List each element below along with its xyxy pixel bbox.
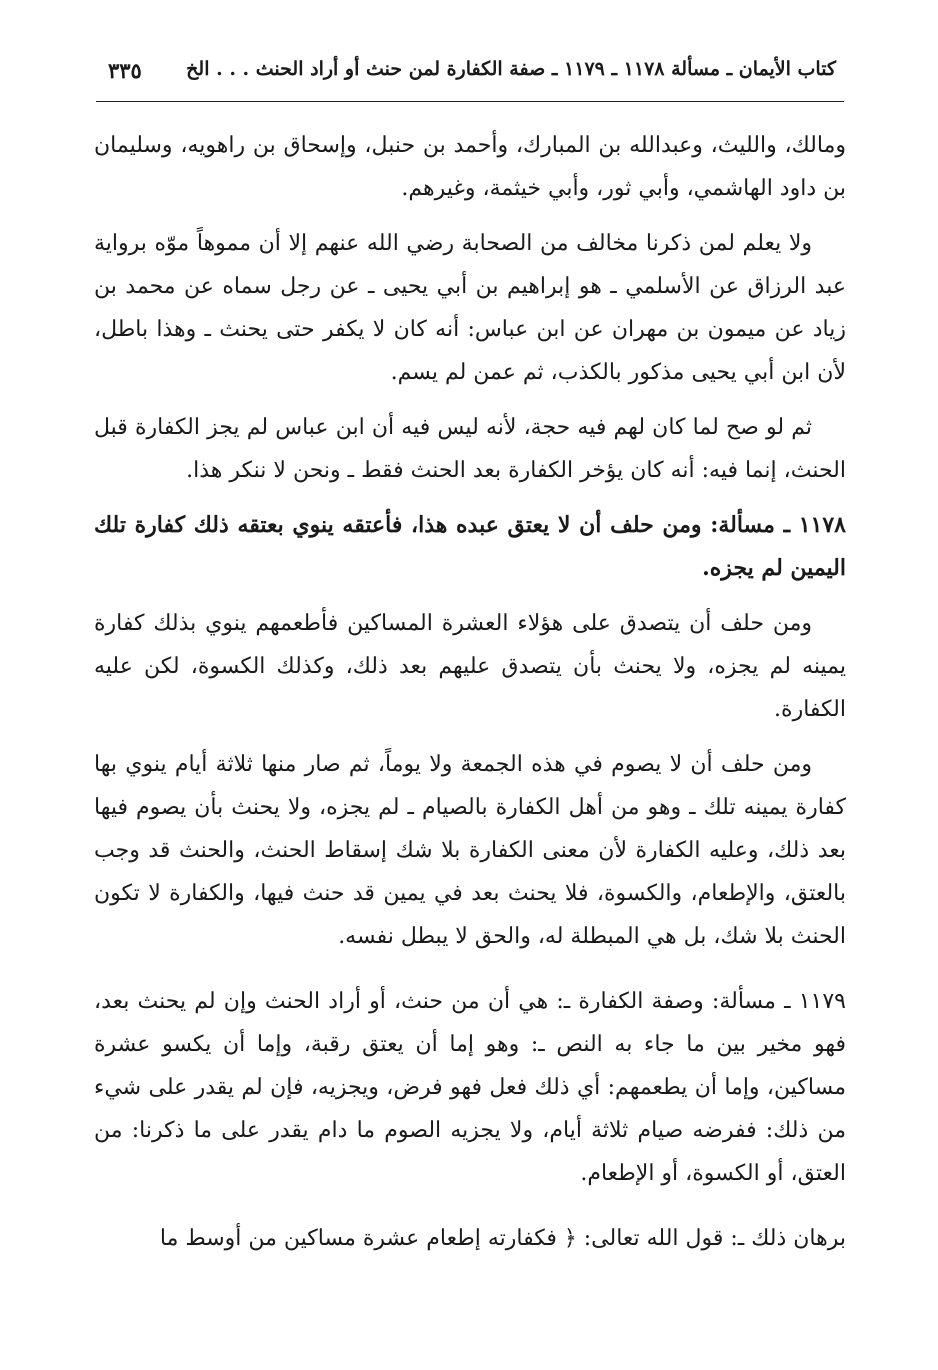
paragraph-proof: برهان ذلك ـ: قول الله تعالى: ﴿ فكفارته إطعام عشرة مساكين من أوسط ما <box>159 1226 846 1251</box>
header-divider <box>96 101 844 102</box>
paragraph-issue-1179: ١١٧٩ ـ مسألة: وصفة الكفارة ـ: هي أن من حنث، أو أراد الحنث وإن لم يحنث بعد، فهو مخير بين ما جاء به النص ـ: وهو إما أن يعتق رقبة، وإما أن يكسو عشرة مساكين، وإما أن يطعمهم: أي ذلك فعل فهو فرض، ويجزيه، فإن لم يقدر على شيء من ذلك: ففرضه صيام ثلاثة أيام، ولا يجزيه الصوم ما دام يقدر على ما ذكرنا: من العتق، أو الكسوة، أو الإطعام. <box>94 989 846 1186</box>
paragraph-even-if-authentic: ثم لو صح لما كان لهم فيه حجة، لأنه ليس فيه أن ابن عباس لم يجز الكفارة قبل الحنث، إنما فيه: أنه كان يؤخر الكفارة بعد الحنث فقط ـ ونحن لا ننكر هذا. <box>94 415 846 483</box>
running-header <box>96 52 836 96</box>
page-number: ٣٣٥ <box>108 58 142 83</box>
paragraph-fasting-week: ومن حلف أن لا يصوم في هذه الجمعة ولا يوماً، ثم صار منها ثلاثة أيام ينوي بها كفارة يمينه تلك ـ وهو من أهل الكفارة بالصيام ـ لم يجزه، ولا يحنث بأن يصوم فيها بعد ذلك، وعليه الكفارة لأن معنى الكفارة بلا شك إسقاط الحنث، والحنث قد وجب بالعتق، والإطعام، والكسوة، فلا يحنث بعد في يمين قد حنث فيها، والكفارة لا تكون الحنث بلا شك، بل هي المبطلة له، والحق لا يبطل نفسه. <box>94 752 846 949</box>
paragraph-no-dissent: ولا يعلم لمن ذكرنا مخالف من الصحابة رضي الله عنهم إلا أن مموهاً موّه برواية عبد الرزاق عن الأسلمي ـ هو إبراهيم بن أبي يحيى ـ عن رجل سماه عن محمد بن زياد عن ميمون بن مهران عن ابن عباس: أنه كان لا يكفر حتى يحنث ـ وهذا باطل، لأن ابن أبي يحيى مذكور بالكذب، ثم عمن لم يسم. <box>94 231 846 385</box>
paragraph-feeding-ten: ومن حلف أن يتصدق على هؤلاء العشرة المساكين فأطعمهم ينوي بذلك كفارة يمينه لم يجزه، ولا يحنث بأن يتصدق عليهم بعد ذلك، وكذلك الكسوة، لكن عليه الكفارة. <box>94 611 846 722</box>
header-title: كتاب الأيمان ـ مسألة ١١٧٨ ـ ١١٧٩ ـ صفة الكفارة لمن حنث أو أراد الحنث . . . الخ <box>186 58 836 80</box>
paragraph-scholars-list: ومالك، والليث، وعبدالله بن المبارك، وأحمد بن حنبل، وإسحاق بن راهويه، وسليمان بن داود الهاشمي، وأبي ثور، وأبي خيثمة، وغيرهم. <box>94 133 846 201</box>
paragraph-issue-1178: ١١٧٨ ـ مسألة: ومن حلف أن لا يعتق عبده هذا، فأعتقه ينوي بعتقه ذلك كفارة تلك اليمين لم يجزه. <box>94 512 846 581</box>
page-body <box>94 124 846 1272</box>
